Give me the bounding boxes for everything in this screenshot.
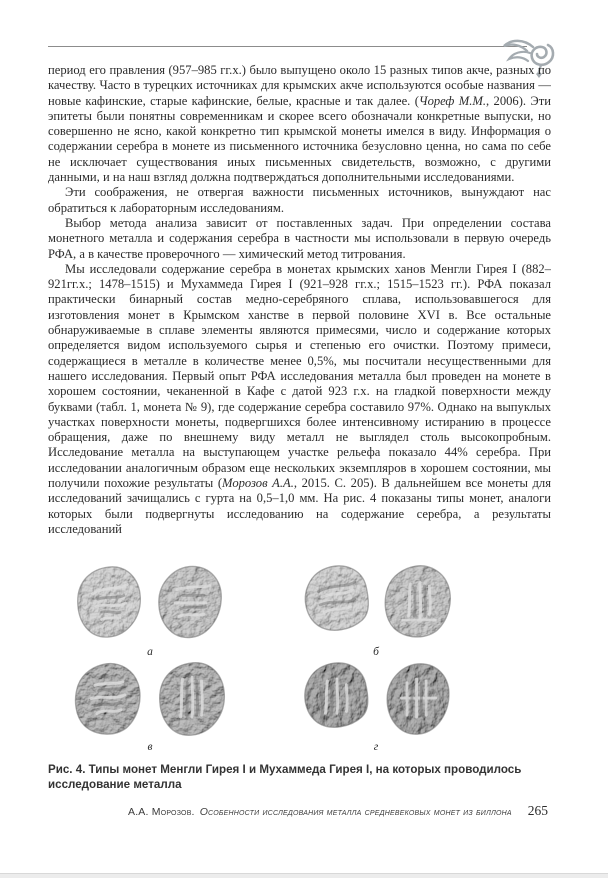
figure-caption: Рис. 4. Типы монет Менгли Гирея I и Мухаммеда Гирея I, на которых проводилось исследование металла <box>48 763 522 791</box>
header-rule <box>48 46 527 47</box>
article-text <box>48 63 551 565</box>
figure-label-g: г <box>373 741 379 753</box>
coin-a-reverse <box>154 561 227 643</box>
page-number: 265 <box>527 803 548 818</box>
running-footer <box>48 803 548 819</box>
paragraph: Выбор метода анализа зависит от поставленных задач. При определении состава монетного металла и содержания серебра в частности мы использовали в первую очередь РФА, а в качестве проверочного — химический метод титрования. <box>48 215 551 261</box>
figure-4 <box>48 560 551 792</box>
coin-pair <box>74 560 227 644</box>
coin-a-obverse <box>74 561 144 643</box>
coin-pair <box>71 659 229 739</box>
coin-row-bottom <box>48 659 551 754</box>
figure-group-a <box>62 560 238 659</box>
figure-label-a: а <box>147 646 153 658</box>
coin-g-reverse <box>382 660 455 738</box>
figure-group-b <box>288 560 464 659</box>
paragraph: период его правления (957–985 гг.х.) было выпущено около 15 разных типов акче, разных по качеству. Часто в турецких источниках для крымских акче используются особые названия — новые кафинские, старые кафинские, белые, красные и так далее. (Чореф М.М., 2006). Эти эпитеты были понятны современникам и скорее всего обозначали конкретные выпуски, но совершенно не ясно, какой конкретно тип крымской монеты имелся в виду. Информация о содержании серебра в монете из письменного источника безусловно ценна, но сама по себе не исключает существования иных письменных свидетельств, возможно, с другими данными, и на наш взгляд должна подтверждаться дополнительными исследованиями. <box>48 63 551 185</box>
paragraph: Мы исследовали содержание серебра в монетах крымских ханов Менгли Гирея I (882–921гг.х.; 1478–1515) и Мухаммеда Гирея I (921–928 гг.х.; 1515–1523 гг.). РФА показал практически бинарный состав медно-серебряного сплава, использовавшегося для изготовления монет в Крымском ханстве в первой половине XVI в. Все остальные обнаруживаемые в сплаве элементы являются примесями, число и содержание которых определяется видом используемого сырья и степенью его очистки. Поэтому примеси, содержащиеся в металле в количестве менее 0,5%, мы посчитали несущественными для нашего исследования. Первый опыт РФА исследования металла был проведен на монете в хорошем состоянии, чеканенной в Кафе с датой 923 г.х. на гладкой поверхности между буквами (табл. 1, монета № 9), где содержание серебра составило 97%. Однако на выпуклых участках поверхности монеты, подвергшихся более интенсивному истиранию в процессе обращения, даже по внешнему виду металл не выглядел столь высокопробным. Исследование металла на выступающем участке рельефа показало 44% серебра. При исследовании аналогичным образом еще нескольких экземпляров в хорошем состоянии, мы получили похожие результаты (Морозов А.А., 2015. С. 205). В дальнейшем все монеты для исследований зачищались с гурта на 0,5–1,0 мм. На рис. 4 показаны типы монет, аналоги которых были подвергнуты исследованию на содержание серебра, а результаты исследований <box>48 261 551 536</box>
coin-v-obverse <box>71 661 145 738</box>
figure-label-v: в <box>147 741 153 753</box>
footer-author: А.А. Морозов. <box>127 806 195 818</box>
coin-g-obverse <box>298 660 372 738</box>
paragraph: Эти соображения, не отвергая важности письменных источников, вынуждают нас обратиться к лабораторным исследованиям. <box>48 185 551 215</box>
coin-pair <box>298 659 455 739</box>
coin-b-reverse <box>382 563 454 641</box>
footer-running-title: Особенности исследования металла средневековых монет из биллона <box>199 806 512 818</box>
coin-b-obverse <box>299 563 372 641</box>
figure-group-g <box>288 659 464 754</box>
figure-group-v <box>62 659 238 754</box>
coin-row-top <box>48 560 551 659</box>
coin-pair <box>299 560 454 644</box>
page-bottom-edge <box>0 873 608 878</box>
coin-v-reverse <box>155 660 229 738</box>
figure-label-b: б <box>373 646 379 658</box>
